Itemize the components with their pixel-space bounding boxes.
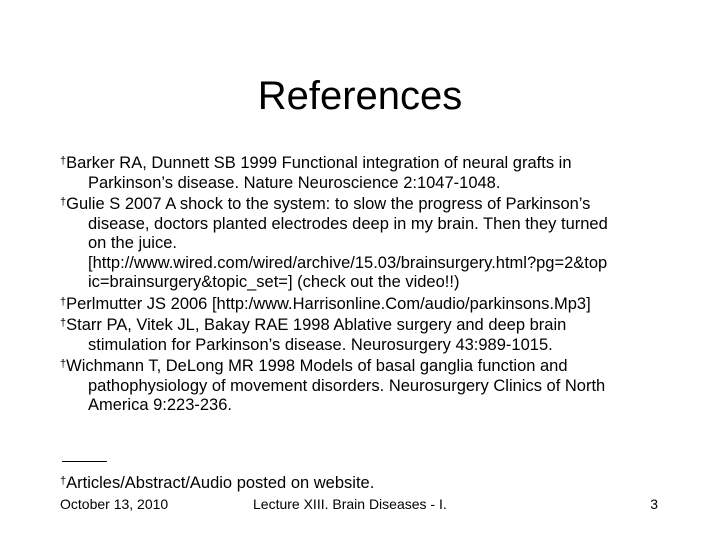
reference-item <box>60 193 670 293</box>
footer-lecture-title: Lecture XIII. Brain Diseases - I. <box>253 496 447 512</box>
footnote <box>60 471 374 493</box>
reference-text: Starr PA, Vitek JL, Bakay RAE 1998 Ablative surgery and deep brain stimulation for Parkinson’s disease. Neurosurgery 43:989-1015. <box>66 316 567 354</box>
dagger-mark: † <box>60 196 67 208</box>
reference-item <box>60 293 670 315</box>
dagger-mark: † <box>60 475 67 487</box>
reference-item <box>60 152 670 193</box>
footnote-text: Articles/Abstract/Audio posted on website. <box>66 474 375 492</box>
reference-text: Gulie S 2007 A shock to the system: to slow the progress of Parkinson’s disease, doctors planted electrodes deep in my brain. Then they turned on the juice. [http://www.wired.com/wired/archive/15.03/brainsurgery.html?pg=2&top ic=brainsurgery&topic_set=] (check out the video!!) <box>66 195 608 291</box>
dagger-mark: † <box>60 155 67 167</box>
reference-text: Perlmutter JS 2006 [http:/www.Harrisonline.Com/audio/parkinsons.Mp3] <box>66 294 591 313</box>
reference-text: Wichmann T, DeLong MR 1998 Models of basal ganglia function and pathophysiology of movement disorders. Neurosurgery Clinics of North America 9:223-236. <box>66 357 606 414</box>
page-number: 3 <box>650 496 658 512</box>
footer-date: October 13, 2010 <box>60 496 169 512</box>
reference-item <box>60 355 670 416</box>
reference-list <box>60 152 670 416</box>
dagger-mark: † <box>60 317 67 329</box>
dagger-mark: † <box>60 295 67 308</box>
slide-title: References <box>257 74 463 118</box>
reference-text: Barker RA, Dunnett SB 1999 Functional integration of neural grafts in Parkinson’s disease. Nature Neuroscience 2:1047-1048. <box>66 154 572 192</box>
dagger-mark: † <box>60 358 67 370</box>
reference-item <box>60 314 670 355</box>
footnote-divider <box>62 461 107 462</box>
